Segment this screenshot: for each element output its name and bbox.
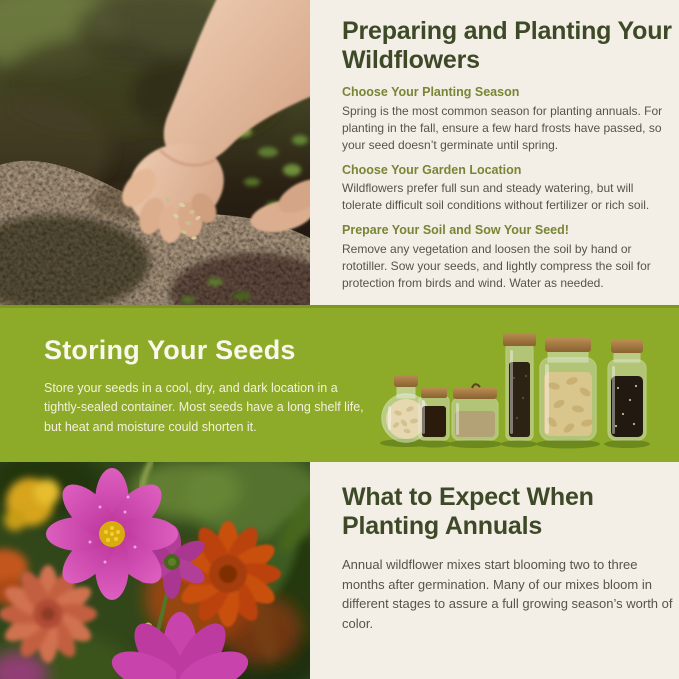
seed-jars-photo [380, 318, 672, 456]
step-body: Wildflowers prefer full sun and steady watering, but will tolerate difficult soil conditions without fertilizer or rich soil. [342, 181, 650, 213]
preparing-heading: Preparing and Planting Your Wildflowers [342, 17, 672, 74]
seed-jars-illustration [380, 318, 672, 456]
step-prepare-soil [342, 223, 674, 292]
preparing-section [342, 17, 674, 301]
wildflowers-illustration [0, 462, 310, 679]
hand-sowing-photo [0, 0, 310, 305]
step-body: Spring is the most common season for planting annuals. For planting in the fall, ensure a few hard frosts have passed, so your seed doesn’t germinate until spring. [342, 103, 663, 152]
storing-heading: Storing Your Seeds [44, 335, 296, 365]
step-title: Choose Your Planting Season [342, 85, 520, 99]
expect-section [342, 483, 678, 633]
wildflowers-photo [0, 462, 310, 679]
expect-heading: What to Expect When Planting Annuals [342, 483, 594, 540]
step-garden-location [342, 163, 674, 215]
expect-body: Annual wildflower mixes start blooming two to three months after germination. Many of our mixes bloom in different stages to assure a full growing season’s worth of color. [342, 557, 673, 631]
step-planting-season [342, 85, 674, 154]
storing-body: Store your seeds in a cool, dry, and dark location in a tightly-sealed container. Most seeds have a long shelf life, but heat and moisture could shorten it. [44, 381, 364, 434]
step-title: Choose Your Garden Location [342, 162, 522, 177]
storing-text [44, 335, 376, 437]
hand-sowing-illustration [0, 0, 310, 305]
step-title: Prepare Your Soil and Sow Your Seed! [342, 223, 569, 238]
step-body: Remove any vegetation and loosen the soil by hand or rototiller. Sow your seeds, and lightly compress the soil for protection from birds and wind. Water as needed. [342, 242, 651, 291]
